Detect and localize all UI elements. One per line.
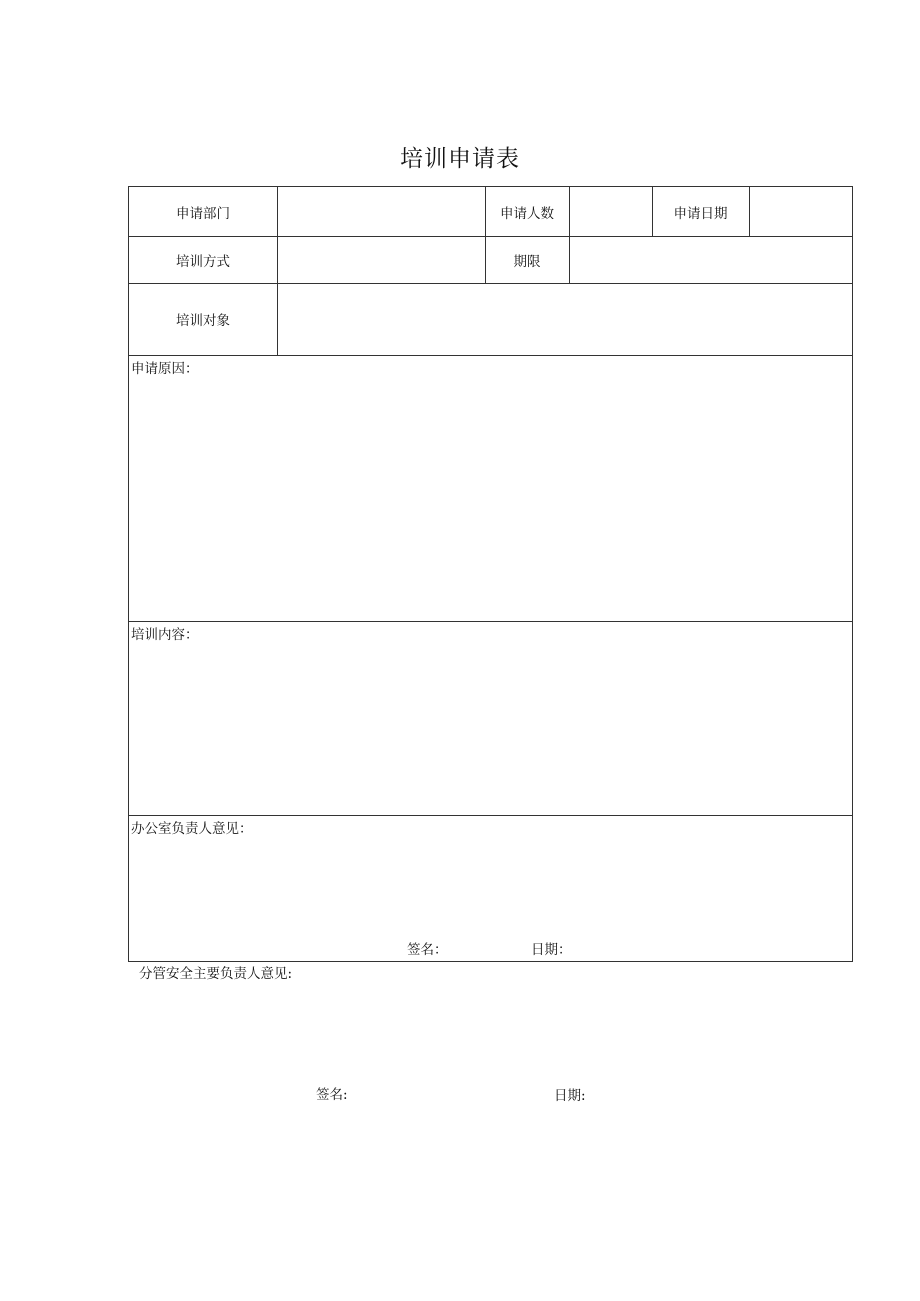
- count-field[interactable]: [570, 187, 652, 236]
- office-opinion-label: 办公室负责人意见：: [131, 821, 253, 837]
- application-form-table: [128, 186, 853, 962]
- office-opinion-field[interactable]: [129, 837, 852, 937]
- safety-opinion-label: 分管安全主要负责人意见:: [139, 966, 293, 982]
- period-label: 期限: [513, 253, 541, 270]
- date-field[interactable]: [750, 187, 852, 236]
- method-field[interactable]: [278, 236, 485, 283]
- safety-opinion-field[interactable]: [139, 985, 839, 1080]
- row-divider: [129, 815, 852, 816]
- content-field[interactable]: [129, 643, 852, 813]
- reason-label: 申请原因：: [131, 361, 199, 377]
- form-title: 培训申请表: [400, 146, 520, 172]
- method-label: 培训方式: [176, 253, 230, 270]
- office-date-label: 日期：: [531, 942, 572, 958]
- period-field[interactable]: [570, 236, 852, 283]
- reason-field[interactable]: [129, 377, 852, 619]
- date-label: 申请日期: [673, 205, 728, 222]
- target-field[interactable]: [278, 283, 852, 355]
- content-label: 培训内容：: [131, 627, 199, 643]
- row-divider: [129, 355, 852, 356]
- count-label: 申请人数: [500, 205, 554, 222]
- safety-date-label: 日期:: [554, 1088, 586, 1104]
- office-sign-label: 签名：: [407, 942, 448, 958]
- dept-label: 申请部门: [176, 205, 230, 222]
- safety-sign-label: 签名:: [316, 1087, 348, 1103]
- row-divider: [129, 621, 852, 622]
- target-label: 培训对象: [176, 313, 230, 329]
- dept-field[interactable]: [278, 187, 485, 236]
